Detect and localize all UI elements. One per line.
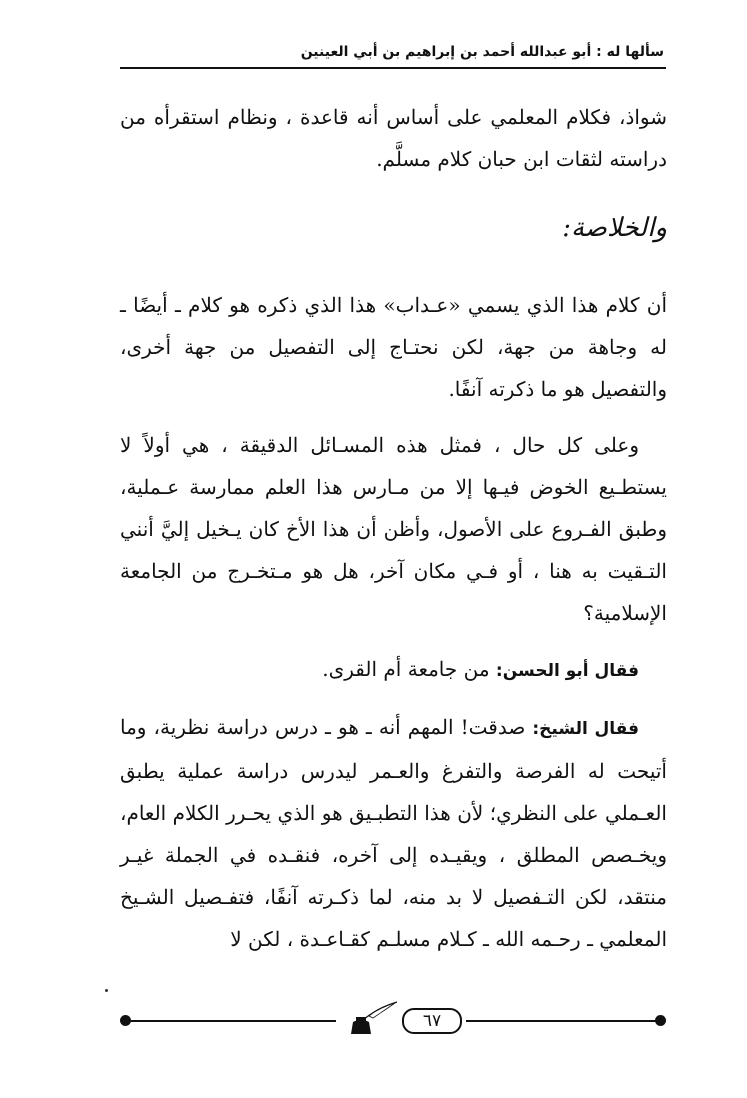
- page-body: [120, 96, 667, 974]
- footer-line-left: [128, 1020, 336, 1022]
- page-number: ٦٧: [402, 1008, 462, 1034]
- scan-speck: [105, 989, 108, 992]
- speaker-label: فقال أبو الحسن:: [495, 661, 639, 681]
- speaker-label: فقال الشيخ:: [532, 719, 640, 739]
- paragraph-5: [120, 706, 667, 960]
- page-footer: [118, 1000, 670, 1040]
- footer-dot-right: [655, 1015, 666, 1026]
- inkwell-quill-icon: [343, 1000, 399, 1036]
- footer-line-right: [466, 1020, 656, 1022]
- paragraph-1: شواذ، فكلام المعلمي على أساس أنه قاعدة ، ونظام استقرأه من دراسته لثقات ابن حبان كلام مسلَّم.: [120, 105, 667, 171]
- speaker-text: من جامعة أم القرى.: [322, 657, 490, 681]
- header-divider: [120, 67, 666, 69]
- speaker-text: صدقت! المهم أنه ـ هو ـ درس دراسة نظرية، وما أتيحت له الفرصة والتفرغ والعـمر ليدرس دراسة عملية يطبق العـملي على النظري؛ لأن هذا التطبـيق هو الذي يحـرر الكلام العام، ويخـصص المطلق ، ويقيـده إلى آخره، فنقـده في الجملة غيـر منتقد، لكن التـفصيل لا بد منه، لما ذكـرته آنفًا، فتفـصيل الشـيخ المعلمي ـ رحـمه الله ـ كـلام مسلـم كقـاعـدة ، لكن لا: [120, 715, 667, 951]
- running-header: سألها له : أبو عبدالله أحمد بن إبراهيم بن أبي العينين: [300, 44, 664, 60]
- section-heading: والخلاصة:: [562, 213, 667, 243]
- paragraph-3: وعلى كل حال ، فمثل هذه المسـائل الدقيقة ، هي أولاً لا يستطـيع الخوض فيـها إلا من مـارس هذا العلم ممارسة عـملية، وطبق الفـروع على الأصول، وأظن أن هذا الأخ كان يـخيل إليَّ أنني التـقيت به هنا ، أو فـي مكان آخر، هل هو مـتخـرج من الجامعة الإسلامية؟: [120, 433, 667, 625]
- paragraph-2: أن كلام هذا الذي يسمي «عـداب» هذا الذي ذكره هو كلام ـ أيضًا ـ له وجاهة من جهة، لكن نحتـاج إلى التفصيل من جهة أخرى، والتفصيل هو ما ذكرته آنفًا.: [120, 293, 667, 401]
- paragraph-4: [120, 648, 667, 692]
